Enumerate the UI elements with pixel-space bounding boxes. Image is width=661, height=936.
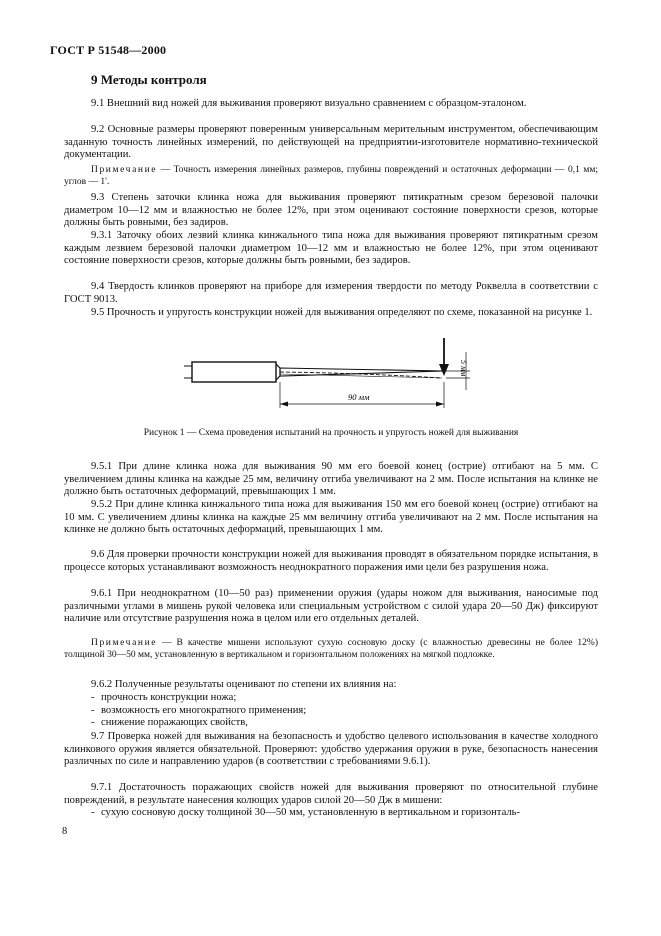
result-criteria-list xyxy=(91,692,598,730)
document-header: ГОСТ Р 51548—2000 xyxy=(50,43,167,57)
paragraph-9-6-1: 9.6.1 При неоднократном (10—50 раз) применении оружия (удары ножом для выживания, наносимые под различными углами в мишень рукой человека или специальным устройством с силой удара 20—50 Дж) фиксируют наличие или отсутствие разрушения ножа в целом или его отдельных деталей. xyxy=(64,588,598,625)
paragraph-9-6-2: 9.6.2 Полученные результаты оценивают по степени их влияния на: xyxy=(91,679,397,690)
note-1-label: Примечание xyxy=(91,165,158,175)
target-list xyxy=(91,807,598,820)
paragraph-9-5-1: 9.5.1 При длине клинка ножа для выживания 90 мм его боевой конец (острие) отгибают на 5 мм. С увеличением длины клинка на каждые 25 мм, величину отгиба увеличивают на 2 мм. После испытания на клинке не должно быть остаточных деформаций, превышающих 1 мм. xyxy=(64,461,598,498)
paragraph-9-3-1: 9.3.1 Заточку обоих лезвий клинка кинжального типа ножа для выживания проверяют пятикратным срезом каждым лезвием березовой палочки диаметром 10—12 мм и влажностью не более 12%, при этом оценивают состояние поверхности срезов, которые должны быть ровными, без задиров. xyxy=(64,230,598,267)
force-arrow-head xyxy=(439,364,449,376)
note-2 xyxy=(64,637,598,661)
list-item: - возможность его многократного применения; xyxy=(91,704,307,716)
dim-length-label: 90 мм xyxy=(348,392,370,402)
list-item: - сухую сосновую доску толщиной 30—50 мм, установленную в вертикальном и горизонталь- xyxy=(91,807,521,818)
note-2-label: Примечание xyxy=(91,638,158,648)
page-number: 8 xyxy=(62,826,68,837)
paragraph-9-5-2: 9.5.2 При длине клинка кинжального типа ножа для выживания 150 мм его боевой конец (острие) отгибают на 10 мм. С увеличением длины клинка на каждые 25 мм величину отгиба увеличивают на 2 мм. После испытания на клинке не должно быть остаточных деформаций, превышающих 1 мм. xyxy=(64,499,598,536)
note-1 xyxy=(64,164,598,188)
paragraph-9-2: 9.2 Основные размеры проверяют поверенным универсальным мерительным инструментом, обеспечивающим заданную точность линейных измерений, по действующей на предприятии-изготовителе нормативно-технической документации. xyxy=(64,124,598,161)
dim-deflection-label: 5 мм xyxy=(459,360,468,377)
paragraph-9-1: 9.1 Внешний вид ножей для выживания проверяют визуально сравнением с образцом-эталоном. xyxy=(91,98,527,109)
paragraph-9-4: 9.4 Твердость клинков проверяют на приборе для измерения твердости по методу Роквелла в соответствии с ГОСТ 9013. xyxy=(64,281,598,305)
knife-handle xyxy=(192,362,276,382)
paragraph-9-7-1: 9.7.1 Достаточность поражающих свойств ножей для выживания проверяют по относительной глубине повреждений, в результате нанесения колющих ударов силой 20—50 Дж в мишени: xyxy=(64,782,598,806)
section-title: 9 Методы контроля xyxy=(91,72,207,87)
paragraph-9-7: 9.7 Проверка ножей для выживания на безопасность и удобство целевого использования в качестве холодного клинкового оружия является обязательной. Проверяют: удобство удержания оружия в руке, безопасность нанесения различных по силе и направлению ударов (в соответствии с требованиями 9.6.1). xyxy=(64,731,598,768)
figure-caption: Рисунок 1 — Схема проведения испытаний на прочность и упругость ножей для выживания xyxy=(143,428,519,438)
paragraph-9-5: 9.5 Прочность и упругость конструкции ножей для выживания определяют по схеме, показанной на рисунке 1. xyxy=(91,307,593,318)
note-1-text: — Точность измерения линейных размеров, глубины повреждений и остаточных деформации — 0,1 мм; углов — 1'. xyxy=(64,165,598,187)
list-item: - снижение поражающих свойств, xyxy=(91,717,248,729)
paragraph-9-3: 9.3 Степень заточки клинка ножа для выживания проверяют пятикратным срезом березовой палочки диаметром 10—12 мм и влажностью не более 12%, при этом оценивают состояние поверхности срезов, которые должны быть ровными, без задиров. xyxy=(64,192,598,229)
test-scheme-figure xyxy=(180,334,480,412)
paragraph-9-6: 9.6 Для проверки прочности конструкции ножей для выживания проводят в обязательном порядке испытания, в процессе которых устанавливают возможность неоднократного поражения ими цели без разрушения ножа. xyxy=(64,549,598,573)
list-item: - прочность конструкции ножа; xyxy=(91,692,237,703)
note-2-text: — В качестве мишени используют сухую сосновую доску (с влажностью древесины не более 12%) толщиной 30—50 мм, установленную в вертикальном и горизонтальном положениях на мягкой подложке. xyxy=(64,638,599,660)
